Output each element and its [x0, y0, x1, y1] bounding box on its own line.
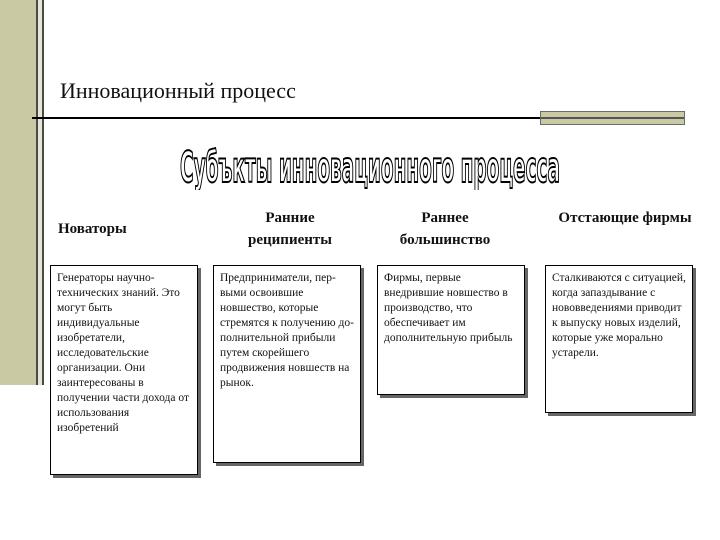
card-early-recipients — [213, 265, 361, 463]
wordart-text: Субъкты инновационного процесса — [179, 143, 560, 190]
left-decor-line — [36, 0, 44, 385]
header-laggards: Отстающие фирмы — [558, 210, 692, 226]
slide-title: Инновационный процесс — [60, 78, 296, 103]
left-decor-bar — [0, 0, 36, 385]
card-laggards — [545, 265, 693, 413]
card-early-recipients-text: Предприниматели, пер-выми освоившие новшество, которые стремятся к получению до-полнительной прибыли путем скорейшего продвижения новшеств на рынок. — [220, 272, 354, 389]
card-novators-text: Генераторы научно-технических знаний. Это могут быть индивидуальные изобретатели, исследовательские организации. Они заинтересованы в получении части дохода от использования изобретений — [57, 272, 190, 434]
title-underline-accent — [540, 111, 685, 125]
header-early-majority: Раннее большинство — [399, 210, 491, 248]
card-novators — [50, 265, 198, 475]
wordart-heading — [175, 142, 565, 190]
card-early-majority — [377, 265, 525, 395]
card-laggards-text: Сталкиваются с ситуацией, когда запаздывание с нововведениями приводит к выпуску новых изделий, которые уже морально устарели. — [552, 272, 686, 359]
card-early-majority-text: Фирмы, первые внедрившие новшество в производство, что обеспечивает им дополнительную прибыль — [384, 272, 513, 344]
header-novators: Новаторы — [58, 221, 127, 237]
title-underline — [32, 117, 540, 119]
header-early-recipients: Ранние реципиенты — [248, 210, 332, 248]
